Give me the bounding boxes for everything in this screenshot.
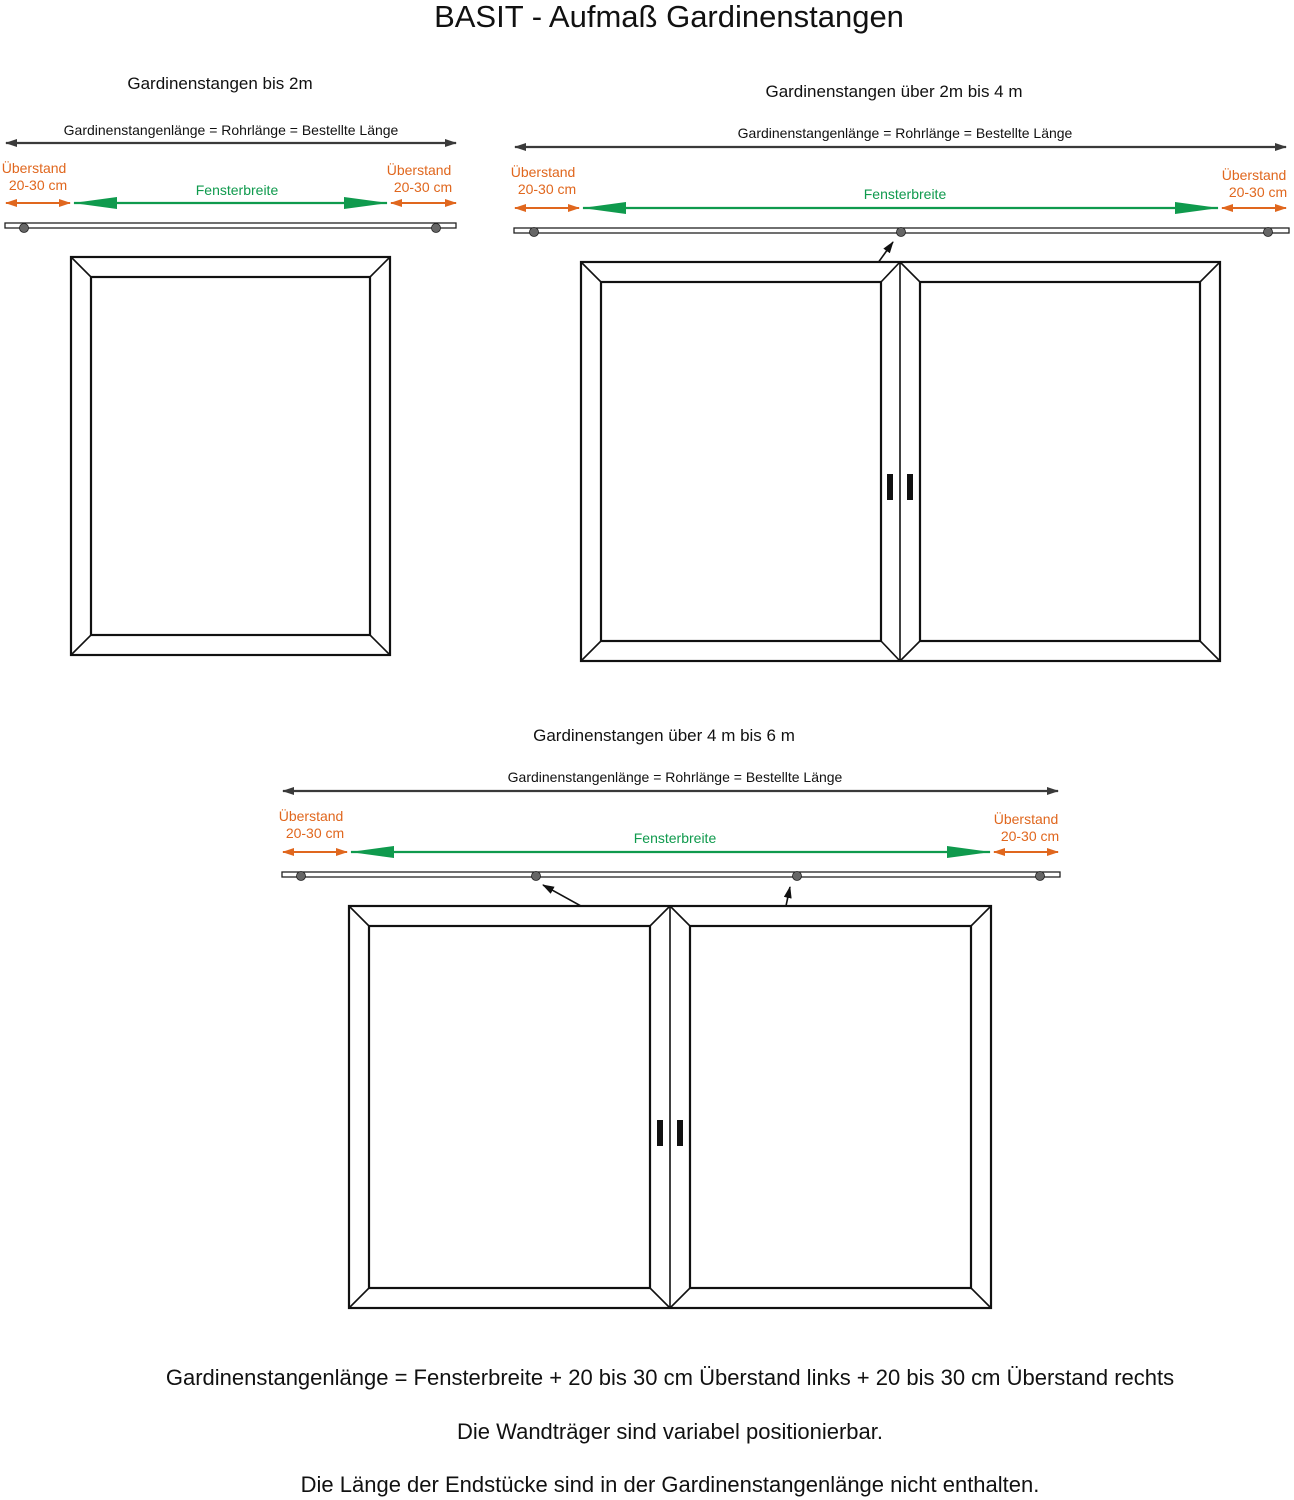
curtain-rod [5, 223, 456, 228]
overhang-left-label [279, 807, 347, 841]
section-heading: Gardinenstangen über 4 m bis 6 m [533, 726, 795, 745]
wall-bracket [432, 224, 441, 233]
wall-bracket [530, 228, 539, 237]
curtain-rod [282, 872, 1060, 877]
wall-bracket [1264, 228, 1273, 237]
overhang-left-label [511, 163, 579, 197]
rod-length-label: Gardinenstangenlänge = Rohrlänge = Bestellte Länge [507, 769, 843, 785]
wall-bracket [20, 224, 29, 233]
wall-bracket [297, 872, 306, 881]
window-handle [677, 1120, 683, 1146]
overhang-right-line2: 20-30 cm [1000, 828, 1060, 844]
overhang-left-line1: Überstand [1, 160, 67, 176]
window-double [349, 906, 991, 1308]
window-handle [907, 474, 913, 500]
overhang-right-label [1222, 166, 1290, 200]
window-handle [657, 1120, 663, 1146]
overhang-right-line1: Überstand [993, 811, 1059, 827]
section-up-to-2m [2, 74, 456, 655]
wall-bracket [532, 872, 541, 881]
overhang-left-line2: 20-30 cm [8, 177, 68, 193]
wall-bracket [897, 228, 906, 237]
page-title: BASIT - Aufmaß Gardinenstangen [434, 0, 904, 34]
window-single [71, 257, 390, 655]
overhang-left-line1: Überstand [278, 808, 344, 824]
overhang-left-line2: 20-30 cm [517, 181, 577, 197]
window-double [581, 262, 1220, 661]
wall-bracket [793, 872, 802, 881]
overhang-left-line1: Überstand [510, 164, 576, 180]
section-heading: Gardinenstangen bis 2m [127, 74, 313, 93]
rod-length-label: Gardinenstangenlänge = Rohrlänge = Bestellte Länge [737, 125, 1073, 141]
window-width-label: Fensterbreite [863, 186, 947, 202]
footer-formula: Gardinenstangenlänge = Fensterbreite + 20 bis 30 cm Überstand links + 20 bis 30 cm Überstand rechts [165, 1365, 1175, 1390]
overhang-right-line1: Überstand [386, 162, 452, 178]
overhang-right-label [387, 161, 455, 195]
overhang-right-line2: 20-30 cm [1228, 184, 1288, 200]
overhang-left-line2: 20-30 cm [285, 825, 345, 841]
section-heading: Gardinenstangen über 2m bis 4 m [765, 82, 1023, 101]
overhang-right-line2: 20-30 cm [393, 179, 453, 195]
window-handle [887, 474, 893, 500]
wall-bracket [1036, 872, 1045, 881]
overhang-left-label [2, 159, 70, 193]
section-2m-to-4m [511, 82, 1290, 661]
rod-length-label: Gardinenstangenlänge = Rohrlänge = Bestellte Länge [63, 122, 399, 138]
overhang-right-line1: Überstand [1221, 167, 1287, 183]
overhang-right-label [994, 810, 1062, 844]
footer-endpieces-note: Die Länge der Endstücke sind in der Gardinenstangenlänge nicht enthalten. [300, 1472, 1040, 1497]
footer-brackets-note: Die Wandträger sind variabel positionierbar. [457, 1419, 883, 1444]
window-width-label: Fensterbreite [633, 830, 717, 846]
section-4m-to-6m [279, 726, 1062, 1308]
window-width-label: Fensterbreite [195, 182, 279, 198]
